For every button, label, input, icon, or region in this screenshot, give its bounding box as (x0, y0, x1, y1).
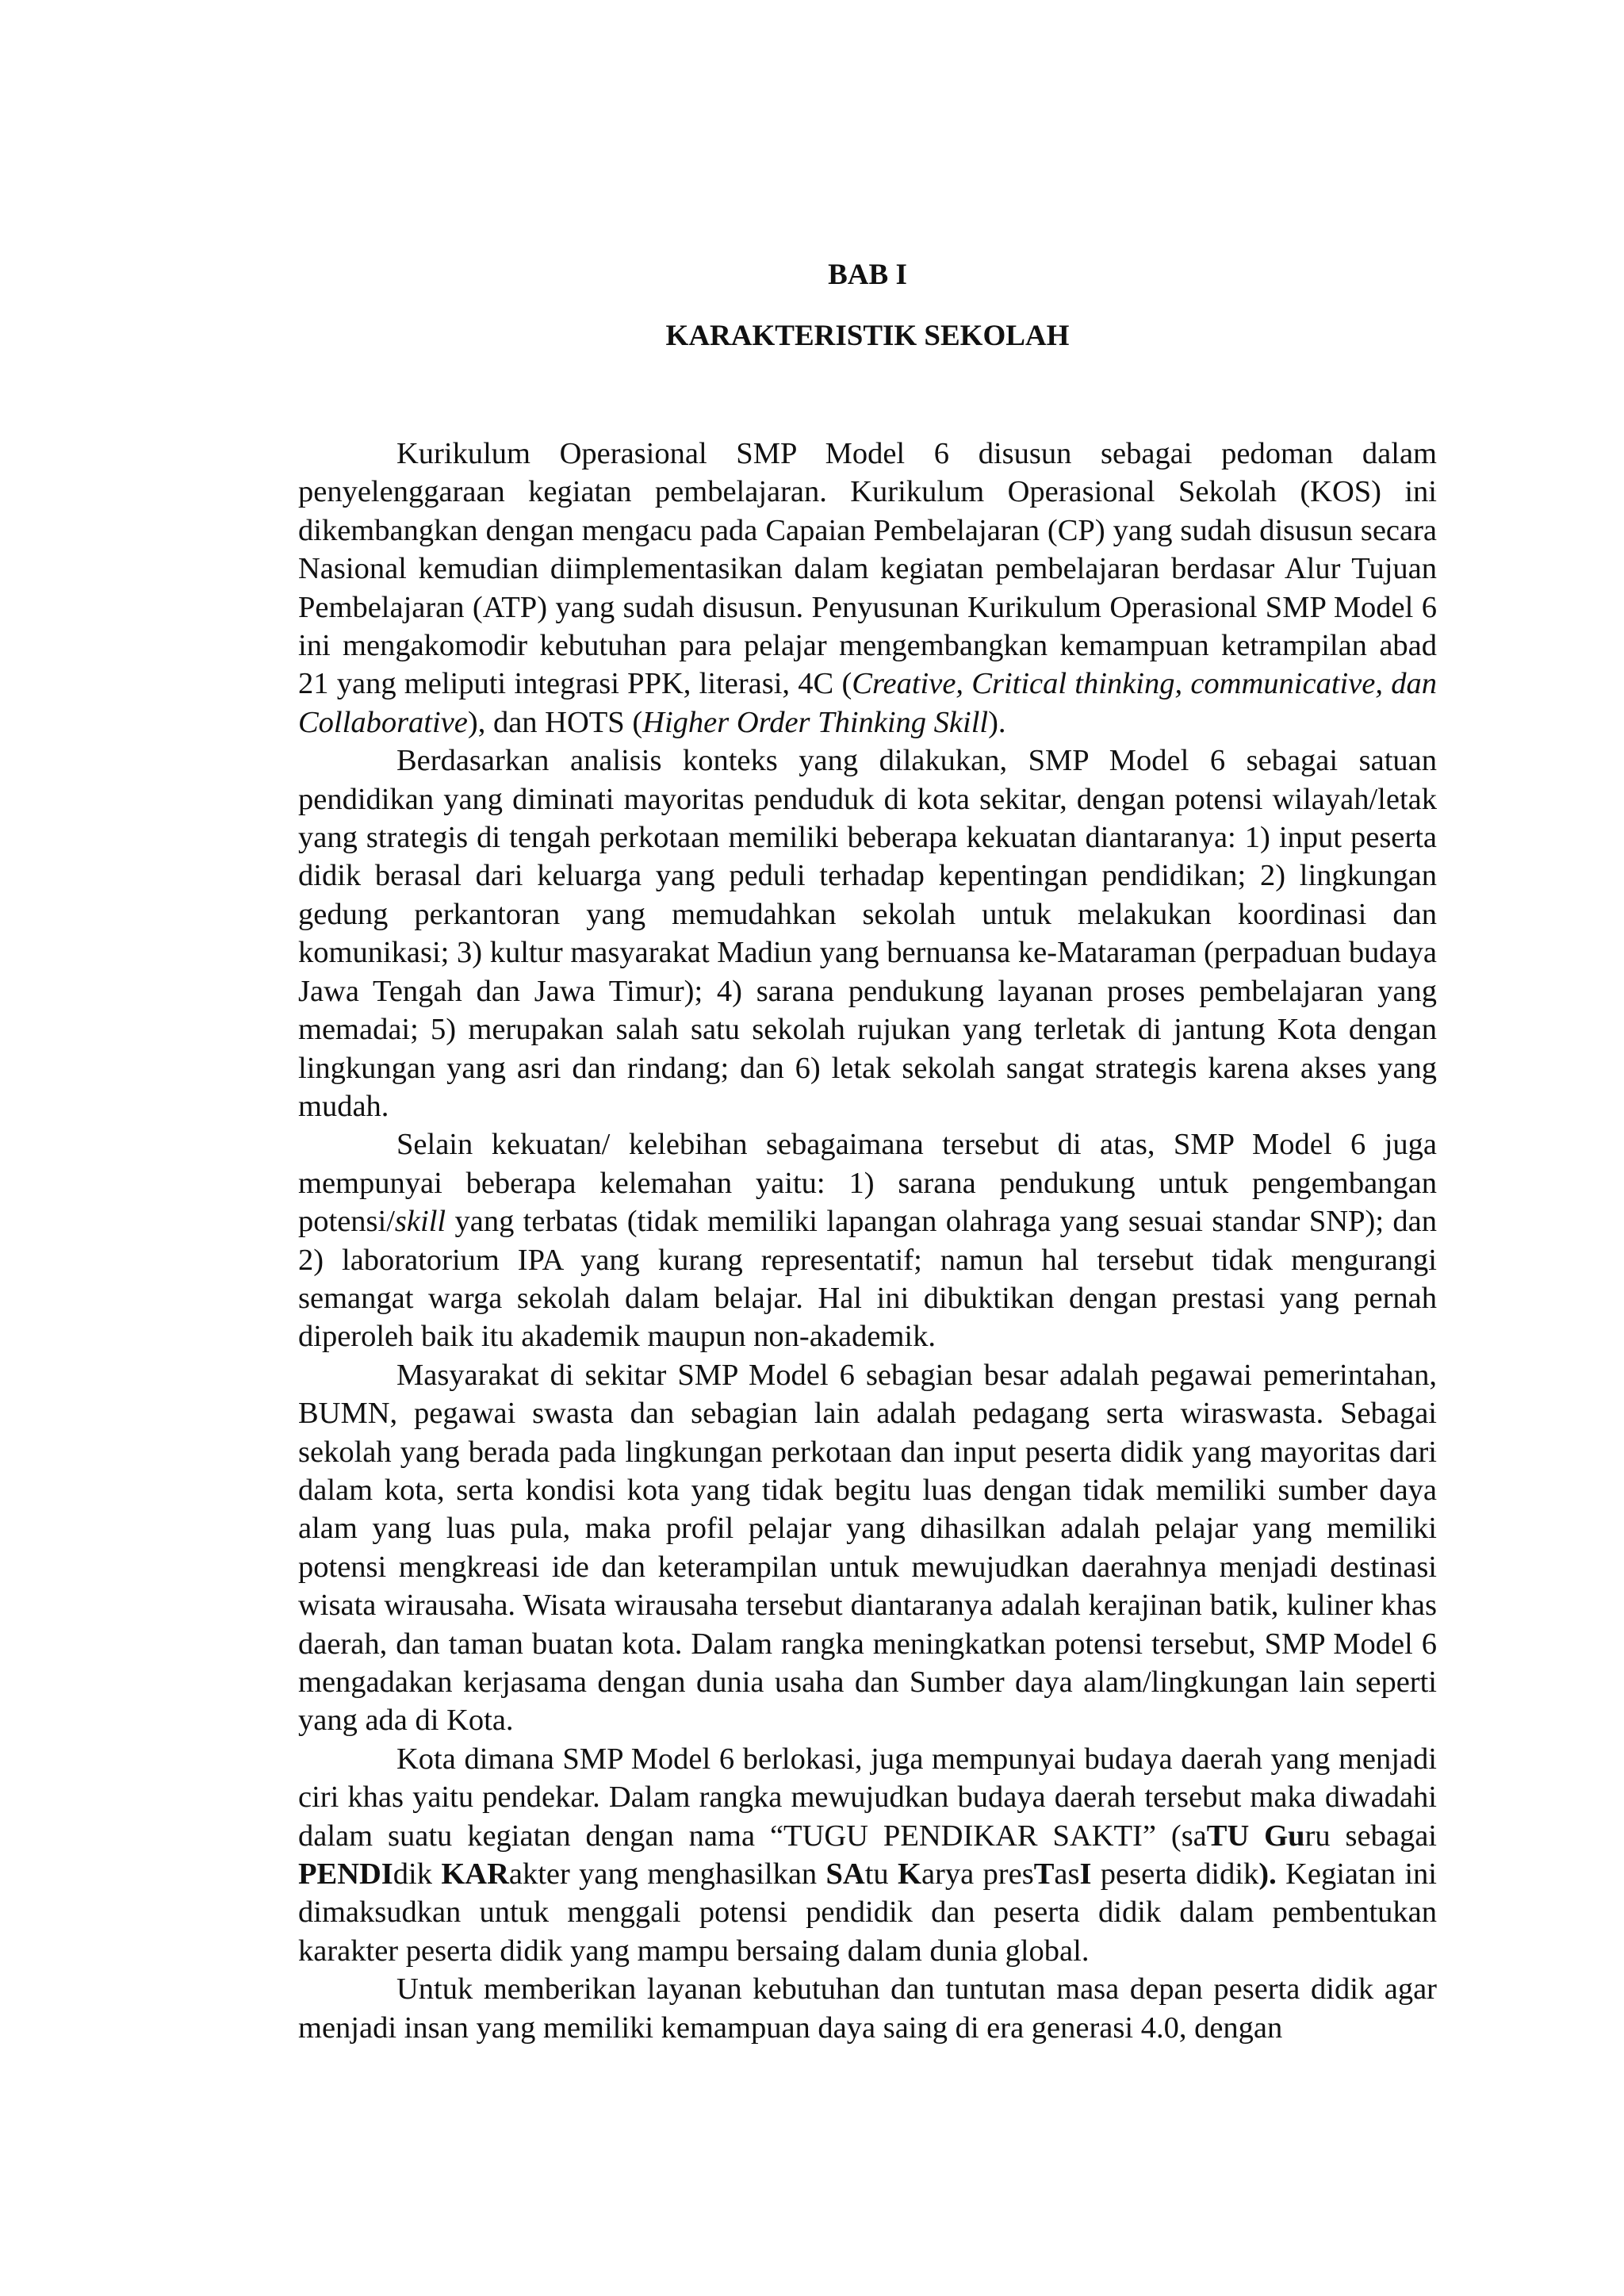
text-segment: K (898, 1857, 921, 1892)
text-segment: Untuk memberikan layanan kebutuhan dan tuntutan masa depan peserta didik agar menjadi insan yang memiliki kemampuan daya saing di era generasi 4.0, dengan (298, 1972, 1437, 2045)
text-segment: TU Gu (1206, 1819, 1305, 1853)
text-segment: Kota dimana SMP Model 6 berlokasi, juga mempunyai budaya daerah yang menjadi ciri khas yaitu pendekar. Dalam rangka mewujudkan budaya daerah tersebut maka diwadahi dalam suatu kegiatan dengan nama “TUGU PENDIKAR SAKTI” (sa (298, 1742, 1437, 1853)
paragraph-kurikulum-operasional (298, 435, 1437, 742)
chapter-number: BAB I (828, 259, 907, 291)
paragraph-kelemahan-sekolah (298, 1125, 1437, 1355)
text-segment: I (1079, 1857, 1092, 1892)
text-segment: yang terbatas (tidak memiliki lapangan olahraga yang sesuai standar SNP); dan 2) laboratorium IPA yang kurang representatif; namun hal tersebut tidak mengurangi semangat warga sekolah dalam belajar. Hal ini dibuktikan dengan prestasi yang pernah diperoleh baik itu akademik maupun non-akademik. (298, 1205, 1437, 1354)
body-text (298, 435, 1437, 2047)
text-segment: as (1054, 1857, 1080, 1892)
paragraph-masyarakat-sekitar (298, 1356, 1437, 1740)
text-segment: peserta didik (1091, 1857, 1259, 1892)
text-segment: SA (825, 1857, 865, 1892)
text-segment: ru sebagai (1304, 1819, 1437, 1853)
text-segment: arya pres (921, 1857, 1034, 1892)
chapter-title: KARAKTERISTIK SEKOLAH (665, 320, 1070, 352)
paragraph-layanan-kebutuhan (298, 1970, 1437, 2047)
text-segment: KAR (441, 1857, 509, 1892)
text-segment: tu (864, 1857, 898, 1892)
text-segment: akter yang menghasilkan (508, 1857, 826, 1892)
paragraph-budaya-daerah (298, 1740, 1437, 1970)
paragraph-analisis-konteks (298, 742, 1437, 1125)
text-segment: Berdasarkan analisis konteks yang dilakukan, SMP Model 6 sebagai satuan pendidikan yang diminati mayoritas penduduk di kota sekitar, dengan potensi wilayah/letak yang strategis di tengah perkotaan memiliki beberapa kekuatan diantaranya: 1) input peserta didik berasal dari keluarga yang peduli terhadap kepentingan pendidikan; 2) lingkungan gedung perkantoran yang memudahkan sekolah untuk melakukan koordinasi dan komunikasi; 3) kultur masyarakat Madiun yang bernuansa ke-Mataraman (perpaduan budaya Jawa Tengah dan Jawa Timur); 4) sarana pendukung layanan proses pembelajaran yang memadai; 5) merupakan salah satu sekolah rujukan yang terletak di jantung Kota dengan lingkungan yang asri dan rindang; dan 6) letak sekolah sangat strategis karena akses yang mudah. (298, 744, 1437, 1123)
text-segment: Creative, Critical thinking, communicative, dan Collaborative (298, 667, 1438, 739)
text-segment: Kegiatan ini dimaksudkan untuk menggali potensi pendidik dan peserta didik dalam pembentukan karakter peserta didik yang mampu bersaing dalam dunia global. (298, 1857, 1438, 1968)
text-segment: Masyarakat di sekitar SMP Model 6 sebagian besar adalah pegawai pemerintahan, BUMN, pegawai swasta dan sebagian lain adalah pedagang serta wiraswasta. Sebagai sekolah yang berada pada lingkungan perkotaan dan input peserta didik yang mayoritas dari dalam kota, serta kondisi kota yang tidak begitu luas dengan tidak memiliki sumber daya alam yang luas pula, maka profil pelajar yang dihasilkan adalah pelajar yang memiliki potensi mengkreasi ide dan keterampilan untuk mewujudkan daerahnya menjadi destinasi wisata wirausaha. Wisata wirausaha tersebut diantaranya adalah kerajinan batik, kuliner khas daerah, dan taman buatan kota. Dalam rangka meningkatkan potensi tersebut, SMP Model 6 mengadakan kerjasama dengan dunia usaha dan Sumber daya alam/lingkungan lain seperti yang ada di Kota. (298, 1358, 1437, 1738)
text-segment: skill (394, 1205, 446, 1239)
text-segment: ), dan HOTS ( (467, 705, 643, 739)
text-segment: ). (1258, 1857, 1277, 1892)
text-segment: T (1033, 1857, 1055, 1892)
text-segment: Higher Order Thinking Skill (642, 705, 989, 739)
text-segment: PENDI (298, 1857, 393, 1892)
text-segment: dik (393, 1857, 442, 1892)
text-segment: ). (988, 705, 1006, 739)
text-segment: Selain kekuatan/ kelebihan sebagaimana tersebut di atas, SMP Model 6 juga mempunyai beberapa kelemahan yaitu: 1) sarana pendukung untuk pengembangan potensi/ (298, 1128, 1437, 1239)
text-segment: Kurikulum Operasional SMP Model 6 disusun sebagai pedoman dalam penyelenggaraan kegiatan pembelajaran. Kurikulum Operasional Sekolah (KOS) ini dikembangkan dengan mengacu pada Capaian Pembelajaran (CP) yang sudah disusun secara Nasional kemudian diimplementasikan dalam kegiatan pembelajaran berdasar Alur Tujuan Pembelajaran (ATP) yang sudah disusun. Penyusunan Kurikulum Operasional SMP Model 6 ini mengakomodir kebutuhan para pelajar mengembangkan kemampuan ketrampilan abad 21 yang meliputi integrasi PPK, literasi, 4C ( (298, 437, 1437, 701)
